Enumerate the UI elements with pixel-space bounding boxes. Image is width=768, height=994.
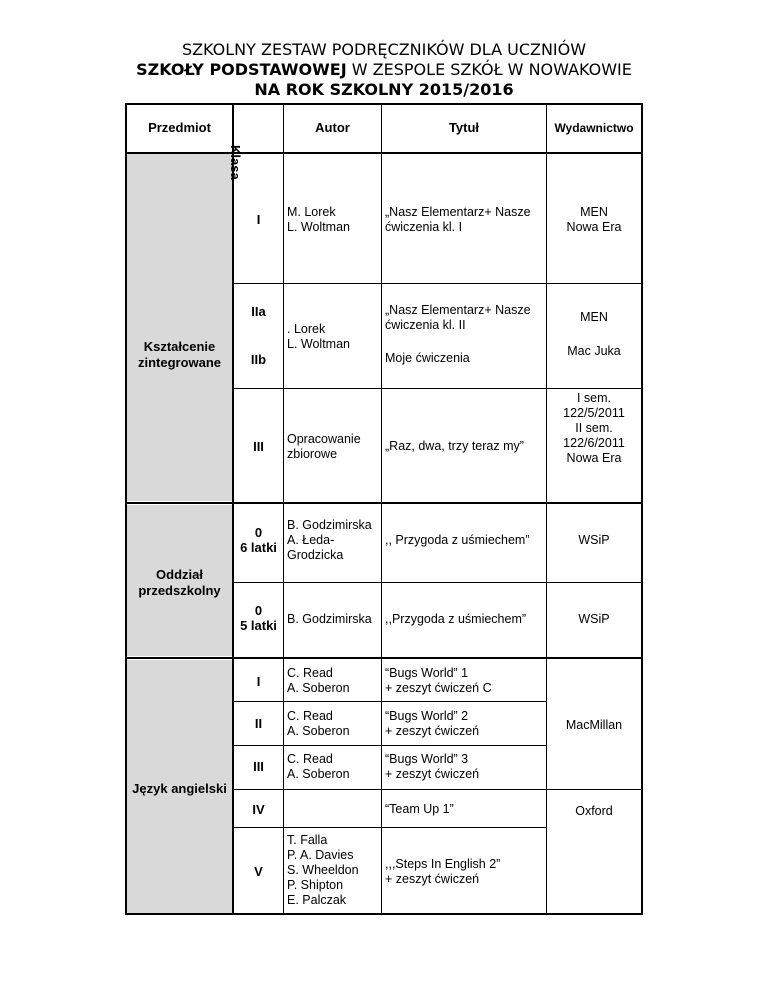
header-title: Tytuł (448, 120, 480, 135)
row-line-9 (233, 827, 546, 828)
publisher-r678: MacMillan (565, 718, 623, 732)
klasa-r3: III (253, 439, 264, 454)
author-r1: M. Lorek L. Woltman (287, 205, 350, 234)
title-r5: ,,Przygoda z uśmiechem” (385, 612, 527, 626)
title-r1: „Nasz Elementarz+ Nasze ćwiczenia kl. I (385, 205, 531, 234)
table-right-border (641, 103, 643, 915)
klasa-r7: II (254, 716, 263, 731)
subject-preschool: Oddział przedszkolny (138, 567, 221, 598)
header-subject: Przedmiot (148, 120, 211, 135)
title-r10: ,,,Steps In English 2” + zeszyt ćwiczeń (385, 857, 501, 886)
publisher-r2b: Mac Juka (567, 344, 621, 358)
header-class-label: Klasa (228, 145, 243, 180)
row-line-6 (233, 701, 546, 702)
subject-integrated: Kształcenie zintegrowane (137, 339, 222, 370)
publisher-r2a: MEN (580, 310, 608, 324)
row-line-3 (125, 502, 643, 504)
author-r5: B. Godzimirska (287, 612, 372, 626)
col-border-klasa (283, 103, 284, 915)
doc-title-place: W ZESPOLE SZKÓŁ W NOWAKOWIE (346, 60, 632, 79)
klasa-r8: III (253, 759, 264, 774)
table-bottom-border (125, 913, 643, 915)
title-r8: “Bugs World” 3 + zeszyt ćwiczeń (385, 752, 480, 781)
klasa-r9: IV (252, 802, 265, 817)
row-line-7 (233, 745, 546, 746)
title-r6: “Bugs World” 1 + zeszyt ćwiczeń C (385, 666, 492, 695)
author-r4: B. Godzimirska A. Łeda- Grodzicka (287, 518, 372, 562)
title-r4: ,, Przygoda z uśmiechem” (385, 533, 530, 547)
doc-title-year: NA ROK SZKOLNY 2015/2016 (254, 80, 514, 99)
title-r2b: Moje ćwiczenia (385, 351, 470, 365)
publisher-r1: MEN Nowa Era (566, 205, 622, 234)
title-r3: „Raz, dwa, trzy teraz my” (385, 439, 524, 453)
author-r3: Opracowanie zbiorowe (287, 432, 361, 461)
title-r9: “Team Up 1” (385, 802, 454, 816)
header-bottom-border (125, 152, 643, 154)
author-r10: T. Falla P. A. Davies S. Wheeldon P. Shipton E. Palczak (287, 833, 359, 907)
subject-english: Język angielski (132, 781, 227, 796)
publisher-r9: Oxford (575, 804, 613, 818)
row-line-5 (125, 657, 643, 659)
author-r7: C. Read A. Soberon (287, 709, 350, 738)
klasa-r2b: IIb (250, 352, 267, 367)
table-top-border (125, 103, 643, 105)
col-border-author (381, 103, 382, 915)
doc-title-line1: SZKOLNY ZESTAW PODRĘCZNIKÓW DLA UCZNIÓW (181, 40, 587, 59)
author-r6: C. Read A. Soberon (287, 666, 350, 695)
header-class (228, 105, 283, 180)
title-r2a: „Nasz Elementarz+ Nasze ćwiczenia kl. II (385, 303, 531, 332)
klasa-r5: 0 5 latki (240, 603, 277, 633)
author-r8: C. Read A. Soberon (287, 752, 350, 781)
header-publisher: Wydawnictwo (554, 121, 634, 135)
klasa-r10: V (254, 864, 263, 879)
publisher-r5: WSiP (578, 612, 610, 626)
row-line-8 (233, 789, 643, 790)
publisher-r3: I sem. 122/5/2011 II sem. 122/6/2011 Nowa Era (563, 391, 625, 465)
publisher-r4: WSiP (578, 533, 610, 547)
row-line-2 (233, 388, 643, 389)
klasa-r1: I (256, 212, 261, 227)
doc-title-school: SZKOŁY PODSTAWOWEJ (136, 60, 347, 79)
klasa-r2a: IIa (251, 304, 266, 319)
author-r2: . Lorek L. Woltman (287, 322, 350, 351)
row-line-1 (233, 283, 643, 284)
klasa-r6: I (256, 674, 261, 689)
header-author: Autor (315, 120, 350, 135)
doc-title-line2 (0, 60, 768, 79)
title-r7: “Bugs World” 2 + zeszyt ćwiczeń (385, 709, 480, 738)
row-line-4 (233, 582, 643, 583)
klasa-r4: 0 6 latki (240, 525, 277, 555)
subject-column-shade (125, 153, 233, 915)
